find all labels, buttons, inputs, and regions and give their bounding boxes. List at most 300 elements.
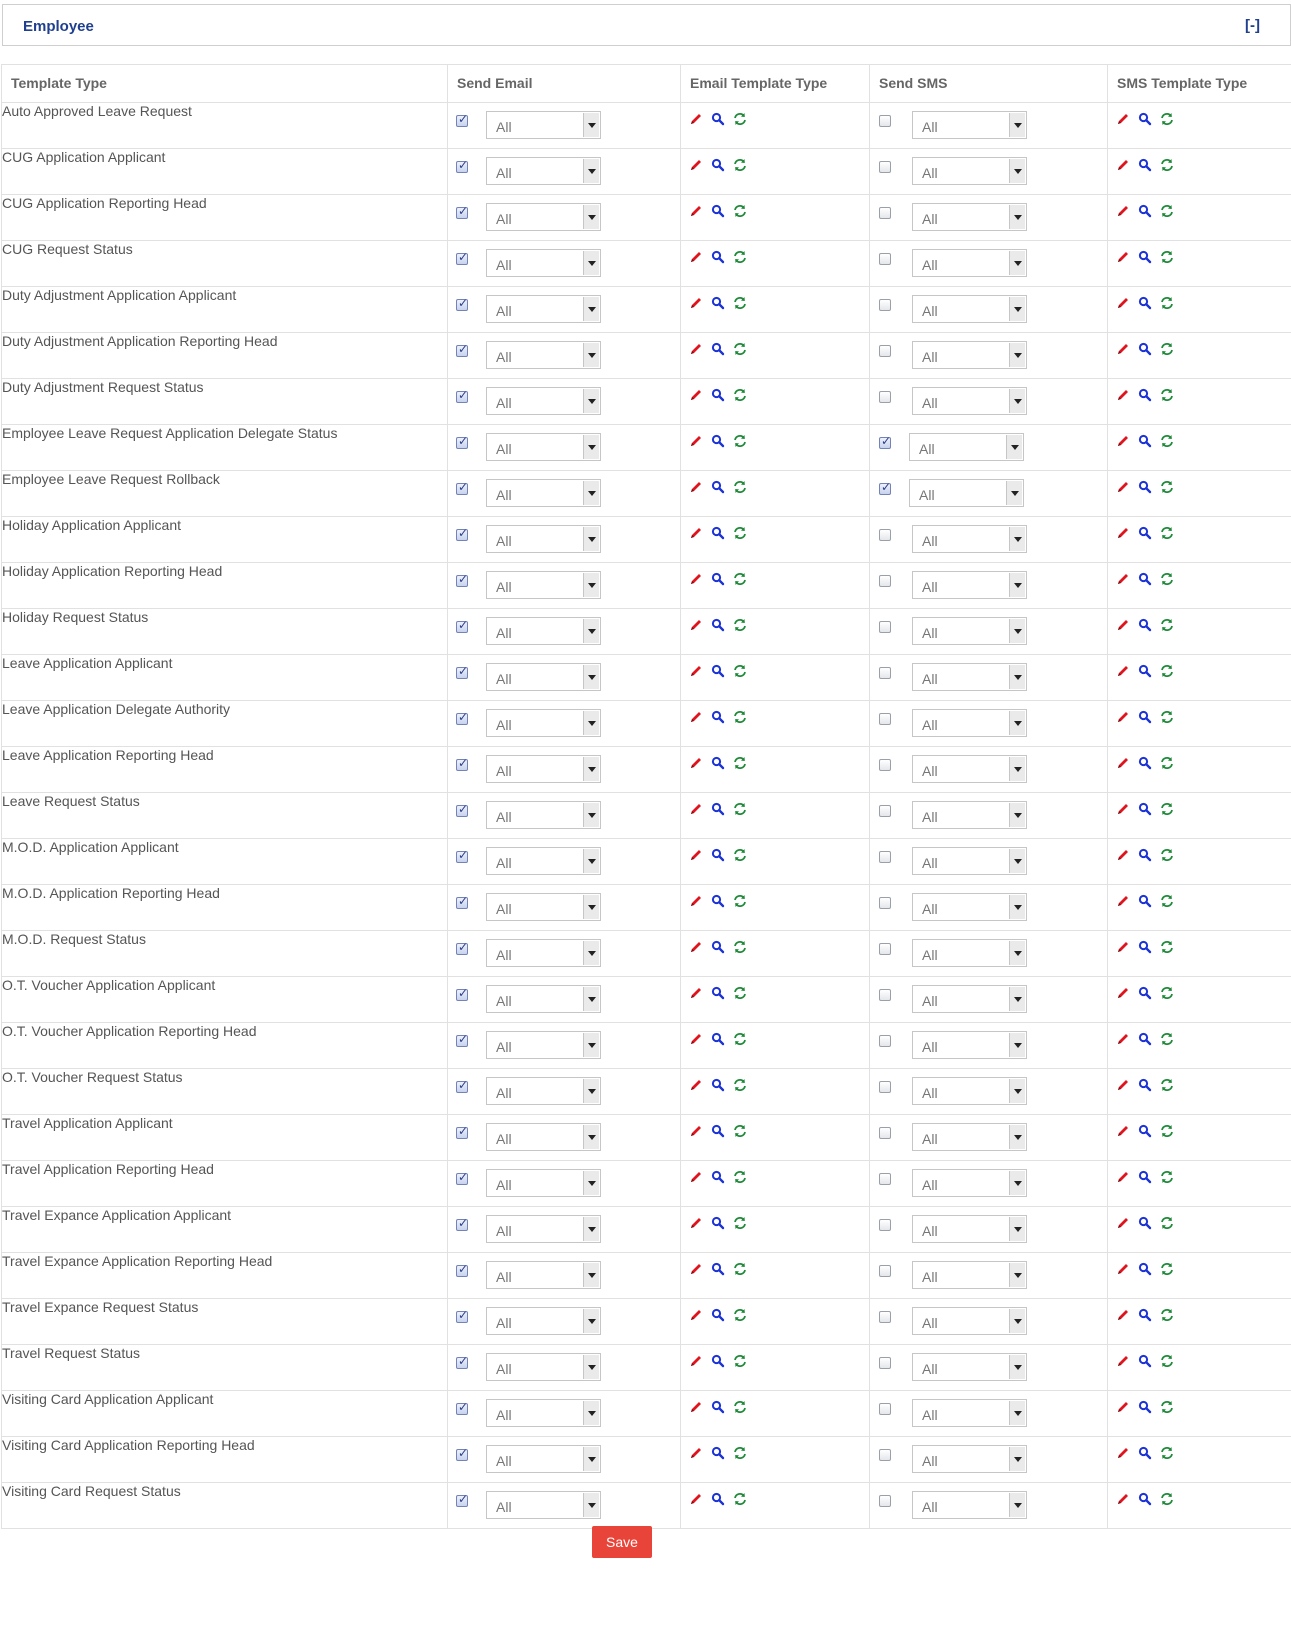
sms-template-view-magnifier-icon[interactable] (1137, 387, 1153, 403)
send-sms-checkbox[interactable] (879, 713, 891, 725)
send-email-checkbox[interactable] (456, 894, 469, 909)
email-template-reset-refresh-icon[interactable] (732, 709, 748, 725)
send-sms-checkbox[interactable] (879, 1035, 891, 1047)
email-template-edit-pencil-icon[interactable] (688, 939, 704, 955)
email-template-reset-refresh-icon[interactable] (732, 111, 748, 127)
sms-template-edit-pencil-icon[interactable] (1115, 663, 1131, 679)
sms-template-view-magnifier-icon[interactable] (1137, 111, 1153, 127)
send-sms-checkbox[interactable] (879, 759, 891, 771)
sms-template-edit-pencil-icon[interactable] (1115, 479, 1131, 495)
email-template-reset-refresh-icon[interactable] (732, 525, 748, 541)
chevron-down-icon[interactable] (583, 1401, 599, 1425)
email-template-reset-refresh-icon[interactable] (732, 755, 748, 771)
send-email-checkbox[interactable] (456, 940, 469, 955)
send-sms-checkbox[interactable] (879, 897, 891, 909)
sms-template-edit-pencil-icon[interactable] (1115, 157, 1131, 173)
sms-recipient-select[interactable] (912, 1445, 1027, 1473)
sms-template-edit-pencil-icon[interactable] (1115, 203, 1131, 219)
sms-template-reset-refresh-icon[interactable] (1159, 663, 1175, 679)
sms-template-view-magnifier-icon[interactable] (1137, 1123, 1153, 1139)
send-email-checkbox[interactable] (456, 434, 469, 449)
email-template-reset-refresh-icon[interactable] (732, 847, 748, 863)
send-email-checkbox[interactable] (456, 572, 469, 587)
sms-template-reset-refresh-icon[interactable] (1159, 111, 1175, 127)
sms-template-view-magnifier-icon[interactable] (1137, 295, 1153, 311)
email-template-view-magnifier-icon[interactable] (710, 479, 726, 495)
sms-template-edit-pencil-icon[interactable] (1115, 1445, 1131, 1461)
chevron-down-icon[interactable] (1009, 895, 1025, 919)
email-template-view-magnifier-icon[interactable] (710, 157, 726, 173)
sms-template-reset-refresh-icon[interactable] (1159, 387, 1175, 403)
email-template-view-magnifier-icon[interactable] (710, 433, 726, 449)
email-template-view-magnifier-icon[interactable] (710, 893, 726, 909)
email-recipient-select[interactable] (486, 479, 601, 507)
sms-template-view-magnifier-icon[interactable] (1137, 709, 1153, 725)
chevron-down-icon[interactable] (1009, 1447, 1025, 1471)
send-sms-checkbox[interactable] (879, 943, 891, 955)
send-email-checkbox[interactable] (456, 1354, 469, 1369)
sms-template-edit-pencil-icon[interactable] (1115, 1491, 1131, 1507)
chevron-down-icon[interactable] (1009, 1355, 1025, 1379)
chevron-down-icon[interactable] (1009, 1401, 1025, 1425)
sms-template-view-magnifier-icon[interactable] (1137, 479, 1153, 495)
sms-template-reset-refresh-icon[interactable] (1159, 1169, 1175, 1185)
send-email-checkbox[interactable] (456, 1032, 469, 1047)
sms-template-reset-refresh-icon[interactable] (1159, 1031, 1175, 1047)
sms-template-reset-refresh-icon[interactable] (1159, 1307, 1175, 1323)
sms-template-reset-refresh-icon[interactable] (1159, 755, 1175, 771)
email-template-view-magnifier-icon[interactable] (710, 1031, 726, 1047)
email-recipient-select[interactable] (486, 203, 601, 231)
send-sms-checkbox[interactable] (879, 480, 892, 495)
email-template-reset-refresh-icon[interactable] (732, 571, 748, 587)
sms-recipient-select[interactable] (912, 1031, 1027, 1059)
email-template-view-magnifier-icon[interactable] (710, 387, 726, 403)
email-template-reset-refresh-icon[interactable] (732, 1307, 748, 1323)
send-sms-checkbox[interactable] (879, 1127, 891, 1139)
email-template-view-magnifier-icon[interactable] (710, 939, 726, 955)
sms-template-view-magnifier-icon[interactable] (1137, 249, 1153, 265)
email-template-edit-pencil-icon[interactable] (688, 663, 704, 679)
sms-template-edit-pencil-icon[interactable] (1115, 525, 1131, 541)
send-email-checkbox[interactable] (456, 112, 469, 127)
chevron-down-icon[interactable] (1009, 297, 1025, 321)
send-email-checkbox[interactable] (456, 1262, 469, 1277)
chevron-down-icon[interactable] (1009, 527, 1025, 551)
send-email-checkbox[interactable] (456, 388, 469, 403)
email-template-reset-refresh-icon[interactable] (732, 1261, 748, 1277)
chevron-down-icon[interactable] (583, 1125, 599, 1149)
sms-template-view-magnifier-icon[interactable] (1137, 203, 1153, 219)
email-template-edit-pencil-icon[interactable] (688, 617, 704, 633)
email-template-reset-refresh-icon[interactable] (732, 939, 748, 955)
send-sms-checkbox[interactable] (879, 345, 891, 357)
email-template-edit-pencil-icon[interactable] (688, 479, 704, 495)
email-template-view-magnifier-icon[interactable] (710, 1307, 726, 1323)
chevron-down-icon[interactable] (1009, 573, 1025, 597)
sms-template-edit-pencil-icon[interactable] (1115, 295, 1131, 311)
chevron-down-icon[interactable] (1006, 481, 1022, 505)
sms-recipient-select[interactable] (912, 387, 1027, 415)
email-template-view-magnifier-icon[interactable] (710, 617, 726, 633)
sms-template-edit-pencil-icon[interactable] (1115, 341, 1131, 357)
chevron-down-icon[interactable] (1009, 711, 1025, 735)
sms-template-reset-refresh-icon[interactable] (1159, 433, 1175, 449)
send-sms-checkbox[interactable] (879, 434, 892, 449)
sms-template-reset-refresh-icon[interactable] (1159, 1399, 1175, 1415)
email-recipient-select[interactable] (486, 433, 601, 461)
chevron-down-icon[interactable] (1009, 1079, 1025, 1103)
email-recipient-select[interactable] (486, 617, 601, 645)
sms-recipient-select[interactable] (909, 433, 1024, 461)
email-recipient-select[interactable] (486, 295, 601, 323)
chevron-down-icon[interactable] (583, 849, 599, 873)
send-sms-checkbox[interactable] (879, 1173, 891, 1185)
send-email-checkbox[interactable] (456, 158, 469, 173)
email-template-edit-pencil-icon[interactable] (688, 387, 704, 403)
email-template-edit-pencil-icon[interactable] (688, 525, 704, 541)
email-template-edit-pencil-icon[interactable] (688, 893, 704, 909)
sms-recipient-select[interactable] (912, 249, 1027, 277)
send-email-checkbox[interactable] (456, 848, 469, 863)
sms-recipient-select[interactable] (912, 985, 1027, 1013)
email-recipient-select[interactable] (486, 1261, 601, 1289)
send-email-checkbox[interactable] (456, 1492, 469, 1507)
email-template-view-magnifier-icon[interactable] (710, 755, 726, 771)
email-template-view-magnifier-icon[interactable] (710, 295, 726, 311)
email-template-edit-pencil-icon[interactable] (688, 1261, 704, 1277)
chevron-down-icon[interactable] (583, 205, 599, 229)
sms-template-reset-refresh-icon[interactable] (1159, 479, 1175, 495)
chevron-down-icon[interactable] (583, 297, 599, 321)
email-recipient-select[interactable] (486, 709, 601, 737)
send-sms-checkbox[interactable] (879, 115, 891, 127)
sms-template-view-magnifier-icon[interactable] (1137, 1445, 1153, 1461)
sms-recipient-select[interactable] (912, 939, 1027, 967)
sms-template-edit-pencil-icon[interactable] (1115, 387, 1131, 403)
email-template-view-magnifier-icon[interactable] (710, 249, 726, 265)
chevron-down-icon[interactable] (1009, 205, 1025, 229)
email-template-reset-refresh-icon[interactable] (732, 1031, 748, 1047)
send-email-checkbox[interactable] (456, 250, 469, 265)
email-template-edit-pencil-icon[interactable] (688, 1353, 704, 1369)
chevron-down-icon[interactable] (583, 757, 599, 781)
email-recipient-select[interactable] (486, 1491, 601, 1519)
sms-recipient-select[interactable] (912, 1307, 1027, 1335)
sms-template-view-magnifier-icon[interactable] (1137, 1307, 1153, 1323)
sms-template-edit-pencil-icon[interactable] (1115, 1077, 1131, 1093)
send-sms-checkbox[interactable] (879, 1219, 891, 1231)
chevron-down-icon[interactable] (583, 159, 599, 183)
email-template-reset-refresh-icon[interactable] (732, 801, 748, 817)
chevron-down-icon[interactable] (583, 665, 599, 689)
sms-template-view-magnifier-icon[interactable] (1137, 1491, 1153, 1507)
chevron-down-icon[interactable] (583, 435, 599, 459)
sms-template-edit-pencil-icon[interactable] (1115, 111, 1131, 127)
email-template-reset-refresh-icon[interactable] (732, 341, 748, 357)
send-email-checkbox[interactable] (456, 296, 469, 311)
sms-template-reset-refresh-icon[interactable] (1159, 1445, 1175, 1461)
sms-template-view-magnifier-icon[interactable] (1137, 755, 1153, 771)
send-sms-checkbox[interactable] (879, 1357, 891, 1369)
chevron-down-icon[interactable] (1009, 1171, 1025, 1195)
sms-template-reset-refresh-icon[interactable] (1159, 709, 1175, 725)
email-template-view-magnifier-icon[interactable] (710, 1353, 726, 1369)
email-recipient-select[interactable] (486, 1215, 601, 1243)
sms-template-view-magnifier-icon[interactable] (1137, 847, 1153, 863)
email-template-view-magnifier-icon[interactable] (710, 1215, 726, 1231)
email-recipient-select[interactable] (486, 1169, 601, 1197)
sms-template-edit-pencil-icon[interactable] (1115, 709, 1131, 725)
sms-template-view-magnifier-icon[interactable] (1137, 1399, 1153, 1415)
chevron-down-icon[interactable] (583, 1309, 599, 1333)
chevron-down-icon[interactable] (1009, 159, 1025, 183)
send-email-checkbox[interactable] (456, 1078, 469, 1093)
email-template-view-magnifier-icon[interactable] (710, 985, 726, 1001)
sms-template-edit-pencil-icon[interactable] (1115, 847, 1131, 863)
email-template-reset-refresh-icon[interactable] (732, 893, 748, 909)
sms-template-reset-refresh-icon[interactable] (1159, 1353, 1175, 1369)
email-recipient-select[interactable] (486, 755, 601, 783)
email-template-edit-pencil-icon[interactable] (688, 433, 704, 449)
email-template-edit-pencil-icon[interactable] (688, 985, 704, 1001)
chevron-down-icon[interactable] (1009, 1125, 1025, 1149)
sms-recipient-select[interactable] (912, 893, 1027, 921)
sms-template-edit-pencil-icon[interactable] (1115, 1261, 1131, 1277)
sms-recipient-select[interactable] (912, 1261, 1027, 1289)
sms-recipient-select[interactable] (912, 111, 1027, 139)
chevron-down-icon[interactable] (1006, 435, 1022, 459)
chevron-down-icon[interactable] (583, 1171, 599, 1195)
email-template-reset-refresh-icon[interactable] (732, 1123, 748, 1139)
sms-template-reset-refresh-icon[interactable] (1159, 295, 1175, 311)
send-sms-checkbox[interactable] (879, 253, 891, 265)
sms-template-reset-refresh-icon[interactable] (1159, 801, 1175, 817)
sms-template-reset-refresh-icon[interactable] (1159, 1491, 1175, 1507)
sms-recipient-select[interactable] (912, 203, 1027, 231)
send-email-checkbox[interactable] (456, 756, 469, 771)
chevron-down-icon[interactable] (583, 1263, 599, 1287)
send-email-checkbox[interactable] (456, 1400, 469, 1415)
email-recipient-select[interactable] (486, 387, 601, 415)
sms-recipient-select[interactable] (912, 709, 1027, 737)
sms-template-reset-refresh-icon[interactable] (1159, 1077, 1175, 1093)
sms-template-view-magnifier-icon[interactable] (1137, 1077, 1153, 1093)
email-recipient-select[interactable] (486, 571, 601, 599)
chevron-down-icon[interactable] (1009, 1217, 1025, 1241)
email-template-edit-pencil-icon[interactable] (688, 847, 704, 863)
send-email-checkbox[interactable] (456, 710, 469, 725)
send-sms-checkbox[interactable] (879, 989, 891, 1001)
sms-template-edit-pencil-icon[interactable] (1115, 617, 1131, 633)
email-template-view-magnifier-icon[interactable] (710, 341, 726, 357)
sms-template-view-magnifier-icon[interactable] (1137, 341, 1153, 357)
send-email-checkbox[interactable] (456, 802, 469, 817)
chevron-down-icon[interactable] (583, 895, 599, 919)
sms-template-reset-refresh-icon[interactable] (1159, 157, 1175, 173)
email-recipient-select[interactable] (486, 1031, 601, 1059)
email-template-edit-pencil-icon[interactable] (688, 1123, 704, 1139)
sms-template-edit-pencil-icon[interactable] (1115, 571, 1131, 587)
sms-recipient-select[interactable] (912, 1123, 1027, 1151)
chevron-down-icon[interactable] (583, 1493, 599, 1517)
send-sms-checkbox[interactable] (879, 391, 891, 403)
email-template-reset-refresh-icon[interactable] (732, 617, 748, 633)
email-template-reset-refresh-icon[interactable] (732, 1169, 748, 1185)
email-template-reset-refresh-icon[interactable] (732, 1077, 748, 1093)
email-template-edit-pencil-icon[interactable] (688, 1307, 704, 1323)
sms-template-reset-refresh-icon[interactable] (1159, 203, 1175, 219)
email-template-reset-refresh-icon[interactable] (732, 387, 748, 403)
send-email-checkbox[interactable] (456, 1216, 469, 1231)
email-recipient-select[interactable] (486, 1123, 601, 1151)
sms-template-edit-pencil-icon[interactable] (1115, 1031, 1131, 1047)
send-email-checkbox[interactable] (456, 664, 469, 679)
chevron-down-icon[interactable] (583, 1033, 599, 1057)
email-template-edit-pencil-icon[interactable] (688, 1399, 704, 1415)
email-template-view-magnifier-icon[interactable] (710, 709, 726, 725)
email-recipient-select[interactable] (486, 1353, 601, 1381)
chevron-down-icon[interactable] (583, 113, 599, 137)
send-sms-checkbox[interactable] (879, 575, 891, 587)
email-recipient-select[interactable] (486, 249, 601, 277)
send-sms-checkbox[interactable] (879, 1449, 891, 1461)
send-email-checkbox[interactable] (456, 1308, 469, 1323)
chevron-down-icon[interactable] (1009, 1033, 1025, 1057)
email-template-reset-refresh-icon[interactable] (732, 479, 748, 495)
email-template-view-magnifier-icon[interactable] (710, 1491, 726, 1507)
send-sms-checkbox[interactable] (879, 1265, 891, 1277)
sms-recipient-select[interactable] (912, 755, 1027, 783)
sms-recipient-select[interactable] (912, 617, 1027, 645)
send-email-checkbox[interactable] (456, 618, 469, 633)
email-template-edit-pencil-icon[interactable] (688, 295, 704, 311)
email-template-edit-pencil-icon[interactable] (688, 755, 704, 771)
send-sms-checkbox[interactable] (879, 667, 891, 679)
chevron-down-icon[interactable] (583, 1447, 599, 1471)
sms-template-edit-pencil-icon[interactable] (1115, 433, 1131, 449)
sms-template-view-magnifier-icon[interactable] (1137, 663, 1153, 679)
email-template-reset-refresh-icon[interactable] (732, 985, 748, 1001)
sms-template-edit-pencil-icon[interactable] (1115, 1353, 1131, 1369)
collapse-toggle[interactable]: [-] (1245, 17, 1260, 34)
chevron-down-icon[interactable] (1009, 1493, 1025, 1517)
sms-template-reset-refresh-icon[interactable] (1159, 525, 1175, 541)
email-template-view-magnifier-icon[interactable] (710, 525, 726, 541)
sms-template-edit-pencil-icon[interactable] (1115, 1307, 1131, 1323)
chevron-down-icon[interactable] (1009, 665, 1025, 689)
sms-template-reset-refresh-icon[interactable] (1159, 1261, 1175, 1277)
send-email-checkbox[interactable] (456, 480, 469, 495)
chevron-down-icon[interactable] (1009, 389, 1025, 413)
chevron-down-icon[interactable] (583, 573, 599, 597)
email-template-view-magnifier-icon[interactable] (710, 801, 726, 817)
sms-recipient-select[interactable] (912, 663, 1027, 691)
email-template-reset-refresh-icon[interactable] (732, 1491, 748, 1507)
sms-template-view-magnifier-icon[interactable] (1137, 893, 1153, 909)
email-template-reset-refresh-icon[interactable] (732, 1445, 748, 1461)
sms-recipient-select[interactable] (912, 295, 1027, 323)
sms-recipient-select[interactable] (912, 847, 1027, 875)
sms-template-view-magnifier-icon[interactable] (1137, 157, 1153, 173)
chevron-down-icon[interactable] (583, 711, 599, 735)
sms-template-reset-refresh-icon[interactable] (1159, 571, 1175, 587)
sms-recipient-select[interactable] (912, 1077, 1027, 1105)
sms-recipient-select[interactable] (912, 571, 1027, 599)
send-sms-checkbox[interactable] (879, 1403, 891, 1415)
email-template-edit-pencil-icon[interactable] (688, 1077, 704, 1093)
sms-template-view-magnifier-icon[interactable] (1137, 939, 1153, 955)
sms-template-view-magnifier-icon[interactable] (1137, 1169, 1153, 1185)
chevron-down-icon[interactable] (1009, 113, 1025, 137)
send-email-checkbox[interactable] (456, 1170, 469, 1185)
send-email-checkbox[interactable] (456, 1446, 469, 1461)
email-template-view-magnifier-icon[interactable] (710, 1261, 726, 1277)
chevron-down-icon[interactable] (1009, 987, 1025, 1011)
sms-template-edit-pencil-icon[interactable] (1115, 985, 1131, 1001)
email-template-edit-pencil-icon[interactable] (688, 709, 704, 725)
email-template-reset-refresh-icon[interactable] (732, 295, 748, 311)
sms-template-reset-refresh-icon[interactable] (1159, 1123, 1175, 1139)
sms-template-edit-pencil-icon[interactable] (1115, 1215, 1131, 1231)
send-sms-checkbox[interactable] (879, 299, 891, 311)
sms-template-reset-refresh-icon[interactable] (1159, 341, 1175, 357)
sms-recipient-select[interactable] (912, 525, 1027, 553)
email-template-edit-pencil-icon[interactable] (688, 1491, 704, 1507)
sms-template-edit-pencil-icon[interactable] (1115, 755, 1131, 771)
chevron-down-icon[interactable] (1009, 849, 1025, 873)
sms-template-view-magnifier-icon[interactable] (1137, 985, 1153, 1001)
chevron-down-icon[interactable] (583, 941, 599, 965)
sms-recipient-select[interactable] (912, 341, 1027, 369)
sms-template-edit-pencil-icon[interactable] (1115, 1123, 1131, 1139)
chevron-down-icon[interactable] (583, 481, 599, 505)
save-button[interactable]: Save (592, 1526, 652, 1558)
sms-template-edit-pencil-icon[interactable] (1115, 893, 1131, 909)
send-sms-checkbox[interactable] (879, 1495, 891, 1507)
send-sms-checkbox[interactable] (879, 851, 891, 863)
sms-template-reset-refresh-icon[interactable] (1159, 847, 1175, 863)
email-recipient-select[interactable] (486, 525, 601, 553)
send-email-checkbox[interactable] (456, 204, 469, 219)
chevron-down-icon[interactable] (583, 803, 599, 827)
sms-recipient-select[interactable] (909, 479, 1024, 507)
email-recipient-select[interactable] (486, 341, 601, 369)
email-template-view-magnifier-icon[interactable] (710, 847, 726, 863)
sms-recipient-select[interactable] (912, 1491, 1027, 1519)
email-template-reset-refresh-icon[interactable] (732, 203, 748, 219)
email-recipient-select[interactable] (486, 893, 601, 921)
chevron-down-icon[interactable] (583, 389, 599, 413)
email-template-view-magnifier-icon[interactable] (710, 203, 726, 219)
sms-template-edit-pencil-icon[interactable] (1115, 1399, 1131, 1415)
sms-template-edit-pencil-icon[interactable] (1115, 939, 1131, 955)
sms-recipient-select[interactable] (912, 1169, 1027, 1197)
email-recipient-select[interactable] (486, 939, 601, 967)
email-recipient-select[interactable] (486, 157, 601, 185)
email-template-edit-pencil-icon[interactable] (688, 203, 704, 219)
send-email-checkbox[interactable] (456, 526, 469, 541)
email-template-edit-pencil-icon[interactable] (688, 111, 704, 127)
sms-template-edit-pencil-icon[interactable] (1115, 1169, 1131, 1185)
chevron-down-icon[interactable] (1009, 251, 1025, 275)
email-template-view-magnifier-icon[interactable] (710, 1445, 726, 1461)
chevron-down-icon[interactable] (583, 251, 599, 275)
chevron-down-icon[interactable] (1009, 619, 1025, 643)
email-recipient-select[interactable] (486, 801, 601, 829)
chevron-down-icon[interactable] (1009, 1309, 1025, 1333)
email-recipient-select[interactable] (486, 1445, 601, 1473)
